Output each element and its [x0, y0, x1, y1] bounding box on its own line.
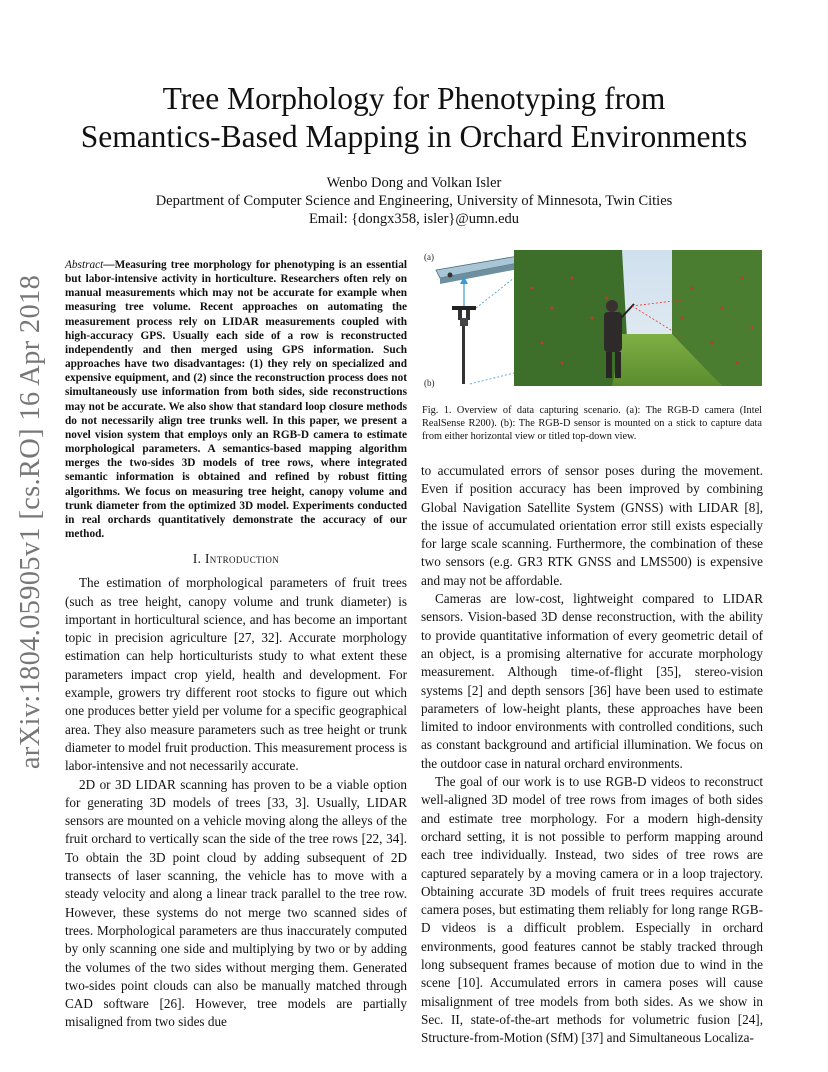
figure-1	[422, 248, 762, 388]
paper-title-line1: Tree Morphology for Phenotyping from	[162, 81, 666, 116]
abstract-label: Abstract	[65, 259, 104, 271]
orchard-photo	[514, 250, 762, 386]
camera-stick-mount-icon	[452, 306, 476, 384]
paper-title-line2: Semantics-Based Mapping in Orchard Environments	[80, 119, 748, 154]
section-heading-introduction: I. Introduction	[192, 551, 280, 566]
figure-label-a: (a)	[424, 252, 434, 262]
right-paragraph-3: The goal of our work is to use RGB-D videos to reconstruct well-aligned 3D model of tree rows from images of both sides and estimate tree morphology. For a modern high-density orchard setting, it is not possible to perform mapping around each tree individually. Instead, two sides of tree rows are captured separately by a moving camera or in a loop trajectory. Obtaining accurate 3D models of fruit trees requires accurate camera poses, but estimating them reliably for long range RGB-D videos is a difficult problem. Especially in orchard environments, good features cannot be stably tracked through long subsequent frames because of motion due to wind in the scene [10]. Accumulated errors in camera poses will cause misalignment of tree models from both sides. As we show in Sec. II, state-of-the-art methods for volumetric fusion [24], Structure-from-Motion (SfM) [37] and Simultaneous Localiza-	[421, 774, 763, 1046]
right-paragraph-2: Cameras are low-cost, lightweight compared to LIDAR sensors. Vision-based 3D dense reconstruction, with the ability to provide quantitative information of every geometric detail of an object, is a promising alternative for accurate morphology measurement. Although time-of-flight [35], stereo-vision systems [2] and depth sensors [36] have been used to estimate parameters of low-height plants, these approaches have been limited to indoor environments with controlled conditions, such as constant background and artificial illumination. We focus on the outdoor case in natural orchard environments.	[421, 591, 763, 771]
intro-paragraph-1: The estimation of morphological parameters of fruit trees (such as tree height, canopy volume and trunk diameter) is important in horticultural science, and has become an important topic in precision agriculture [27, 32]. Accurate morphology estimation can help horticulturists study to what extent these parameters impact crop yield, health and development. For example, growers try different root stocks to figure out which one produces better yield per volume for a specific geographical area. They also measure parameters such as tree height or trunk diameter to model fruit production. This measurement process is labor-intensive and not necessarily accurate.	[65, 575, 407, 774]
author-email: Email: {dongx358, isler}@umn.edu	[308, 211, 520, 227]
left-column-body	[65, 538, 407, 1032]
intro-paragraph-2: 2D or 3D LIDAR scanning has proven to be a viable option for generating 3D models of trees [33, 3]. Usually, LIDAR sensors are mounted on a vehicle moving along the alleys of the fruit orchard to vertically scan the side of the tree rows [22, 34]. To obtain the 3D point cloud by adding subsequent of 2D transects of laser scanning, the vehicle has to move with a steady velocity and along a linear track parallel to the tree row. However, these systems do not merge two scanned sides of trees. Morphological parameters are thus inaccurately computed by only scanning one side and multiplying by two or by adding the volumes of the two sides without merging them. Generated two-sides point clouds can also be manually matched through CAD software [26]. However, tree models are partially misaligned from two sides due	[65, 776, 407, 1030]
figure-label-b: (b)	[424, 378, 435, 388]
author-affiliation: Department of Computer Science and Engineering, University of Minnesota, Twin Cities	[155, 193, 673, 209]
abstract-text: —Measuring tree morphology for phenotyping is an essential but labor-intensive activity in horticulture. Researchers often rely on manual measurements which may not be accurate for example when measuring tree volume. Recent approaches on automating the measurement process rely on LIDAR measurements coupled with high-accuracy GPS. Usually each side of a row is reconstructed independently and then merged using GPS information. Such approaches have two disadvantages: (1) they rely on specialized and expensive equipment, and (2) since the reconstruction process does not simultaneously use information from both sides, side reconstructions may not be accurate. We also show that standard loop closure methods do not necessarily align tree trunks well. In this paper, we present a novel vision system that employs only an RGB-D camera to estimate morphological parameters. A semantics-based mapping algorithm merges the two-sides 3D models of tree rows, where integrated semantic information is obtained and refined by robust fitting algorithms. We focus on measuring tree height, canopy volume and trunk diameter from the optimized 3D model. Experiments conducted in real orchards quantitatively demonstrate the accuracy of our method.	[65, 259, 407, 540]
right-paragraph-1: to accumulated errors of sensor poses during the movement. Even if position accuracy has been improved by combining Global Navigation Satellite System (GNSS) with LIDAR [8], the issue of accumulated orientation error still exists especially for large scale scanning. Furthermore, the combination of these two sensors (e.g. GR3 RTK GNSS and LMS500) is expensive and may not be affordable.	[421, 463, 763, 588]
figure-1-caption: Fig. 1. Overview of data capturing scenario. (a): The RGB-D camera (Intel RealSense R200). (b): The RGB-D sensor is mounted on a stick to capture data from either horizontal view or titled top-down view.	[422, 405, 762, 442]
abstract	[65, 258, 407, 541]
author-names: Wenbo Dong and Volkan Isler	[326, 175, 502, 191]
right-column-body	[421, 462, 763, 1048]
arxiv-identifier: arXiv:1804.05905v1 [cs.RO] 16 Apr 2018	[15, 274, 46, 770]
figure-1-illustration	[422, 248, 762, 388]
